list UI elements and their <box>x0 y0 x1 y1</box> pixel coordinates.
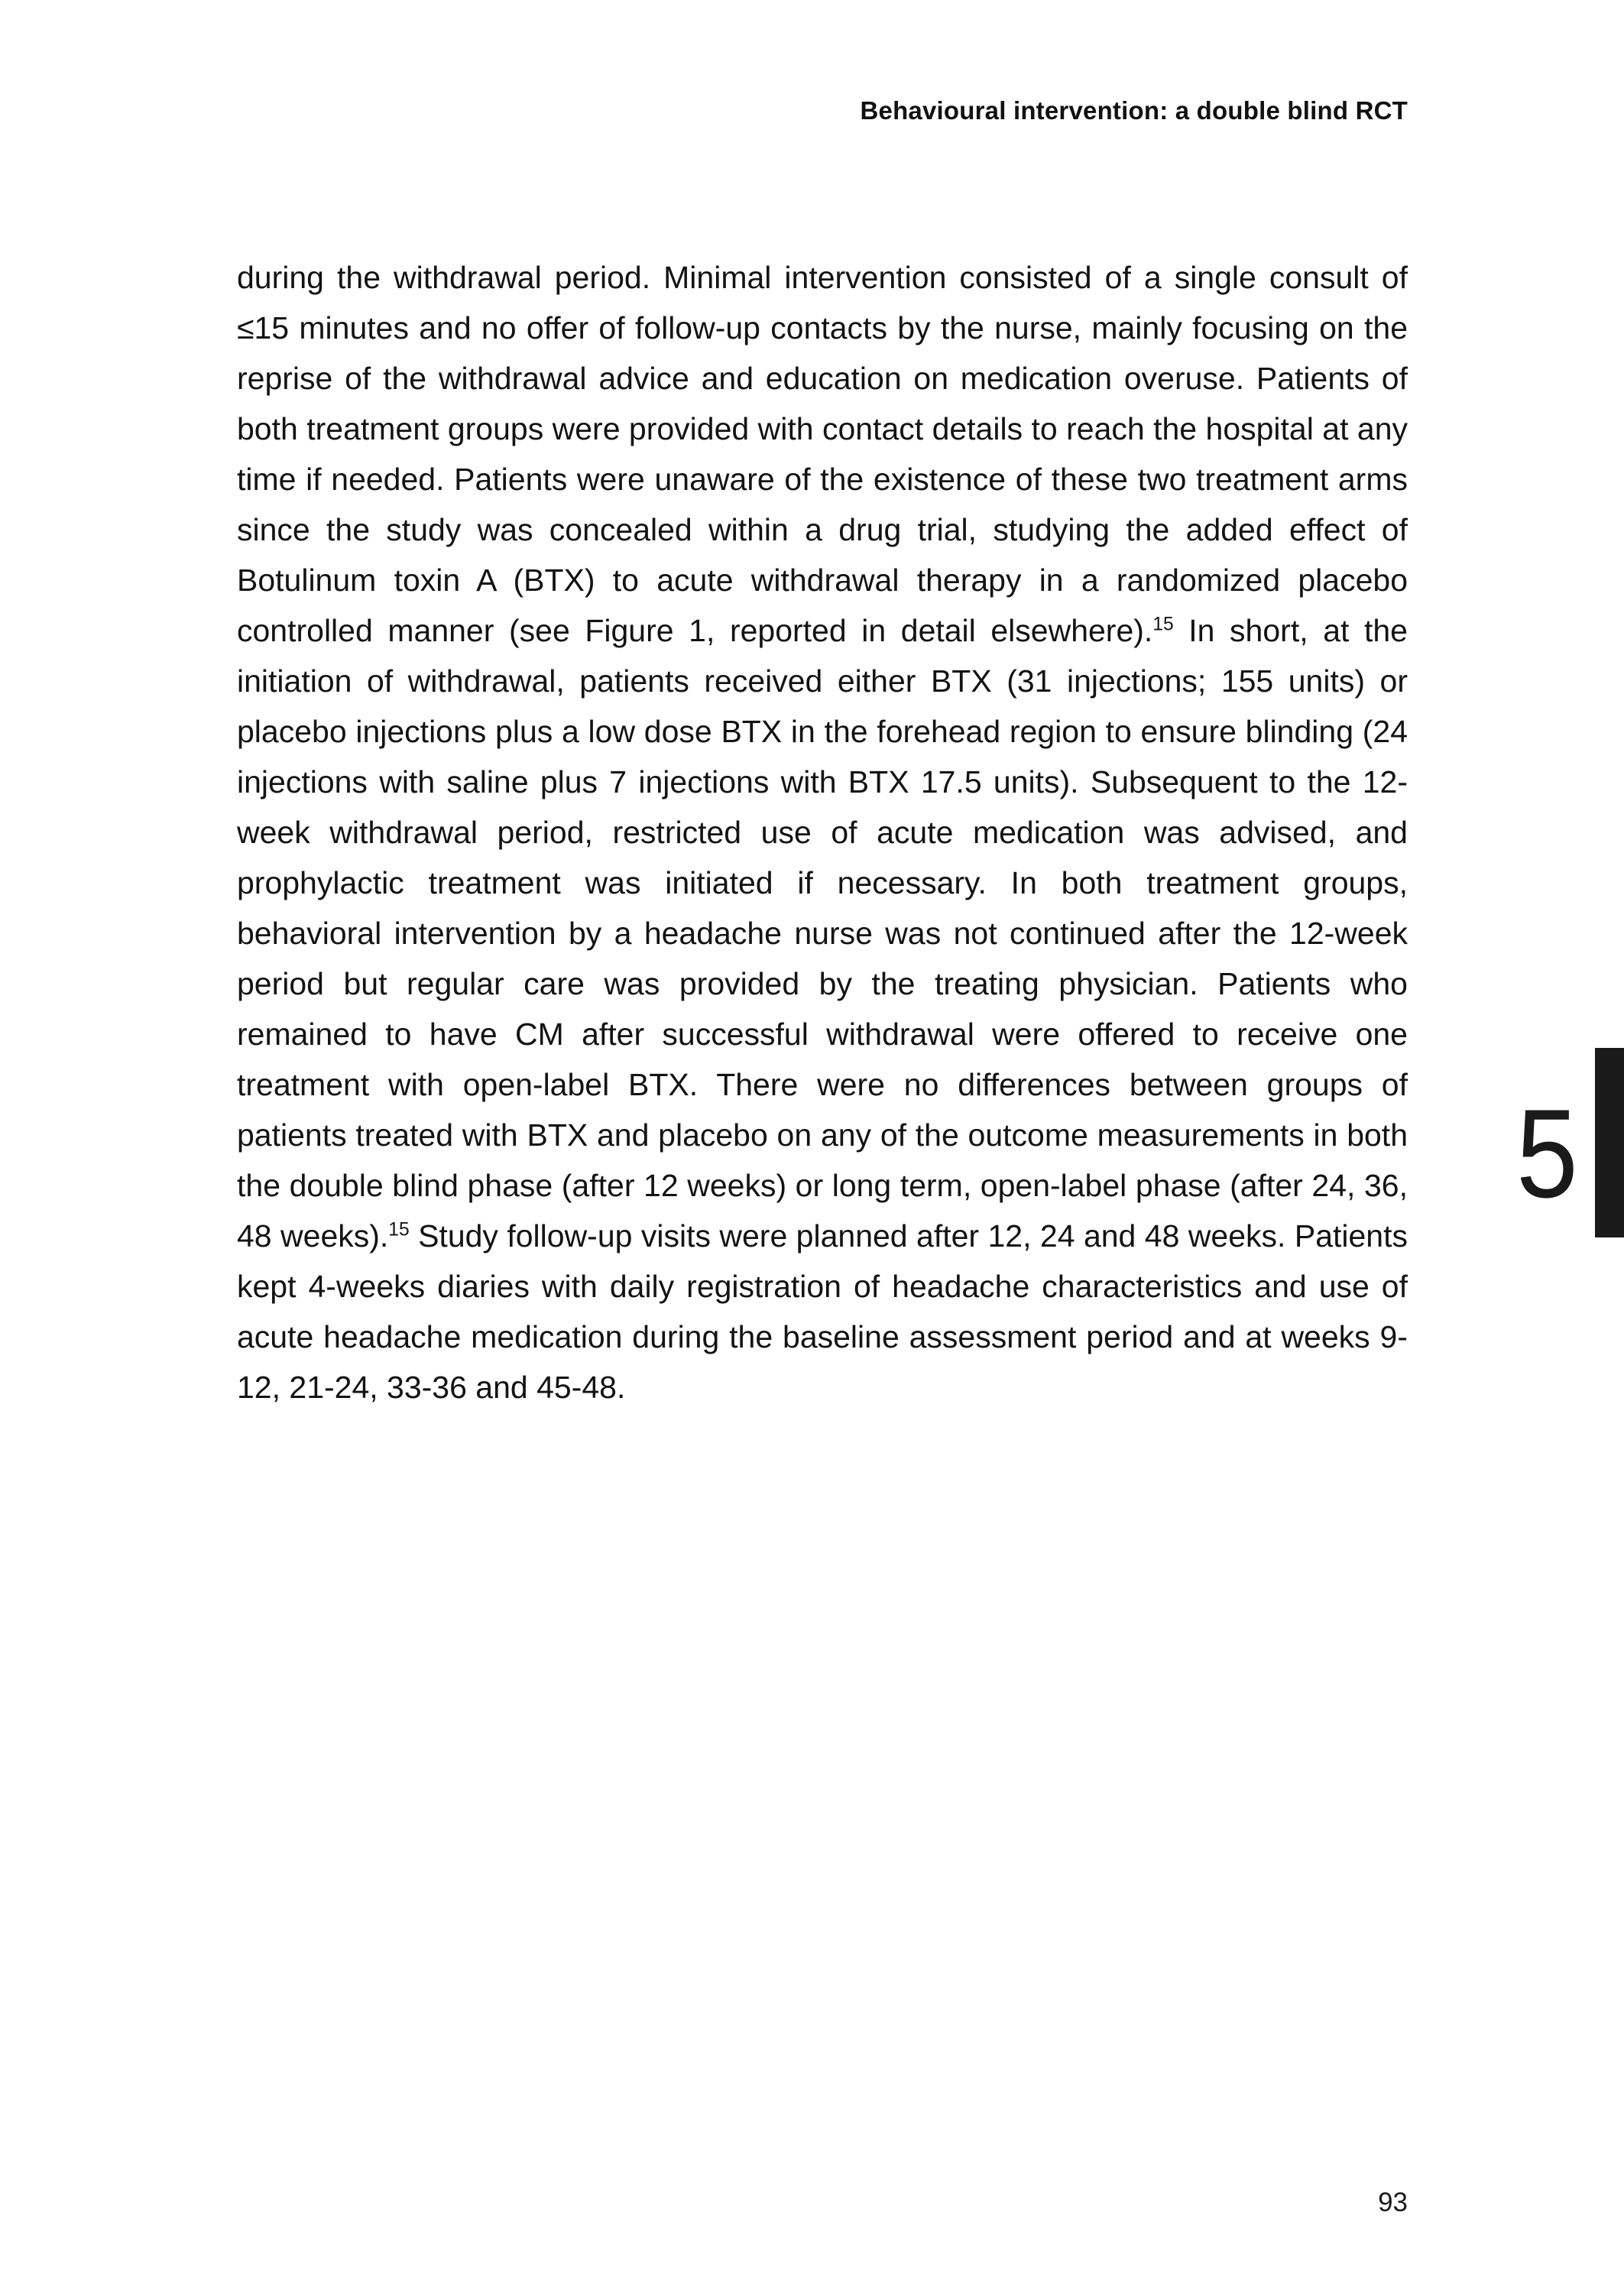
body-text-segment-1: during the withdrawal period. Minimal intervention consisted of a single consult of ≤15 minutes and no offer of follow-up contacts by the nurse, mainly focusing on the reprise of the withdrawal advice and education on medication overuse. Patients of both treatment groups were provided with contact details to reach the hospital at any time if needed. Patients were unaware of the existence of these two treatment arms since the study was concealed within a drug trial, studying the added effect of Botulinum toxin A (BTX) to acute withdrawal therapy in a randomized placebo controlled manner (see Figure 1, reported in detail elsewhere). <box>237 260 1408 648</box>
chapter-number: 5 <box>1516 1082 1578 1224</box>
footnote-reference-15: 15 <box>1152 614 1174 635</box>
body-text-segment-2: In short, at the initiation of withdrawal, patients received either BTX (31 injections; 155 units) or placebo injections plus a low dose BTX in the forehead region to ensure blinding (24 injections with saline plus 7 injections with BTX 17.5 units). Subsequent to the 12-week withdrawal period, restricted use of acute medication was advised, and prophylactic treatment was initiated if necessary. In both treatment groups, behavioral intervention by a headache nurse was not continued after the 12-week period but regular care was provided by the treating physician. Patients who remained to have CM after successful withdrawal were offered to receive one treatment with open-label BTX. There were no differences between groups of patients treated with BTX and placebo on any of the outcome measurements in both the double blind phase (after 12 weeks) or long term, open-label phase (after 24, 36, 48 weeks). <box>237 613 1408 1254</box>
chapter-tab-bar <box>1595 1048 1624 1237</box>
footnote-reference-15: 15 <box>388 1219 410 1241</box>
body-paragraph <box>237 252 1408 1412</box>
running-header: Behavioural intervention: a double blind RCT <box>860 96 1408 125</box>
chapter-marker <box>1508 1048 1624 1237</box>
page-number: 93 <box>1378 2188 1408 2217</box>
body-text-segment-3: Study follow-up visits were planned after 12, 24 and 48 weeks. Patients kept 4-weeks diaries with daily registration of headache characteristics and use of acute headache medication during the baseline assessment period and at weeks 9-12, 21-24, 33-36 and 45-48. <box>237 1218 1408 1405</box>
